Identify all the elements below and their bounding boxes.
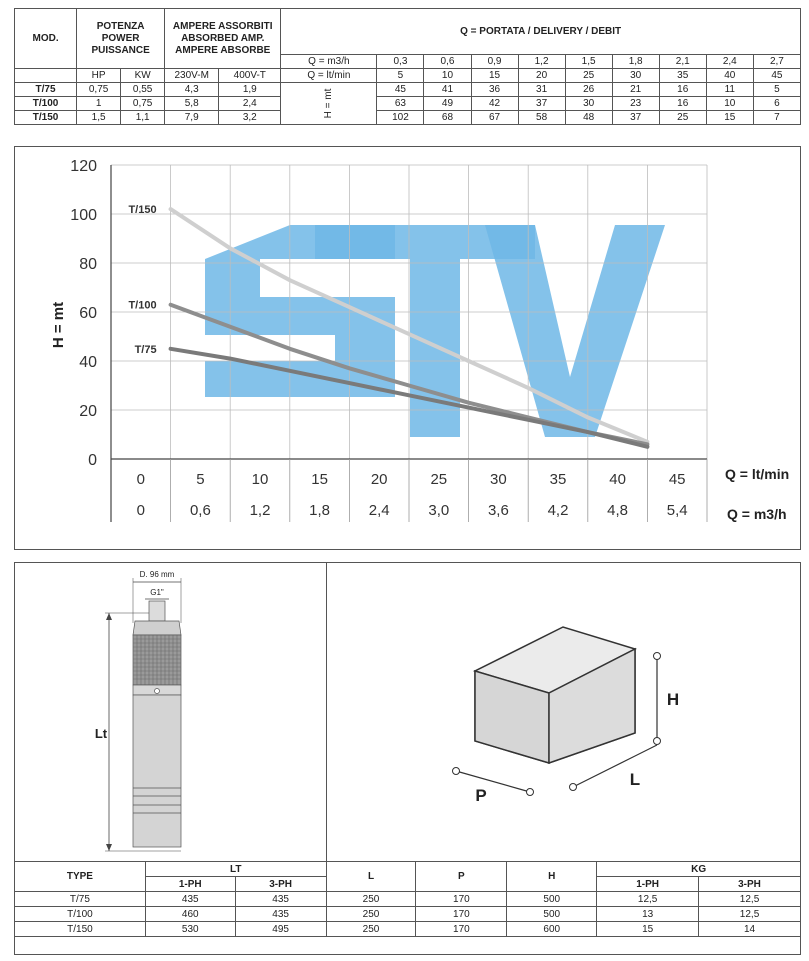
outlet-fitting bbox=[149, 601, 165, 621]
length-dimension-line bbox=[573, 745, 657, 787]
head-cell: 102 bbox=[377, 111, 424, 125]
depth-dimension-line bbox=[456, 771, 530, 792]
series-label: T/100 bbox=[128, 299, 157, 312]
l-cell: 250 bbox=[326, 922, 416, 937]
h-cell: 500 bbox=[507, 907, 597, 922]
head-cell: 10 bbox=[706, 97, 753, 111]
head-cell: 16 bbox=[659, 97, 706, 111]
height-dimension-start bbox=[654, 653, 661, 660]
q-ltmin-label: Q = lt/min bbox=[281, 69, 377, 83]
lt3-cell: 435 bbox=[235, 892, 326, 907]
q-ltmin-cell: 40 bbox=[706, 69, 753, 83]
head-cell: 16 bbox=[659, 83, 706, 97]
x-tick-label-ltmin: 40 bbox=[609, 471, 626, 488]
head-cell: 68 bbox=[424, 111, 471, 125]
table-row bbox=[15, 892, 801, 907]
a230-cell: 4,3 bbox=[165, 83, 219, 97]
depth-dimension-start bbox=[453, 768, 460, 775]
q-ltmin-cell: 25 bbox=[565, 69, 612, 83]
q-m3h-cell: 1,5 bbox=[565, 55, 612, 69]
kg3-cell: 12,5 bbox=[699, 892, 801, 907]
hp-cell: 0,75 bbox=[77, 83, 121, 97]
unit-hp: HP bbox=[77, 69, 121, 83]
x-tick-label-m3h: 0 bbox=[136, 502, 145, 519]
y-tick-label: 0 bbox=[88, 452, 97, 469]
l-cell: 250 bbox=[326, 892, 416, 907]
head-label-cell bbox=[281, 83, 377, 125]
model-cell: T/150 bbox=[15, 111, 77, 125]
head-cell: 36 bbox=[471, 83, 518, 97]
kw-cell: 0,75 bbox=[121, 97, 165, 111]
length-label: L bbox=[629, 770, 641, 789]
model-cell: T/75 bbox=[15, 83, 77, 97]
q-m3h-cell: 2,4 bbox=[706, 55, 753, 69]
x-tick-label-ltmin: 30 bbox=[490, 471, 507, 488]
lt1-cell: 435 bbox=[145, 892, 235, 907]
x-axis-label-ltmin: Q = lt/min bbox=[725, 466, 790, 482]
l-cell: 250 bbox=[326, 907, 416, 922]
kg3-cell: 14 bbox=[699, 922, 801, 937]
lt-3ph-header: 3-PH bbox=[235, 877, 326, 892]
head-cell: 67 bbox=[471, 111, 518, 125]
packaging-box-drawing bbox=[327, 563, 801, 861]
head-cell: 15 bbox=[706, 111, 753, 125]
kg1-cell: 13 bbox=[597, 907, 699, 922]
x-tick-label-ltmin: 45 bbox=[668, 471, 686, 488]
series-label: T/75 bbox=[134, 343, 157, 356]
dimensions-table bbox=[14, 861, 801, 937]
p-cell: 170 bbox=[416, 922, 507, 937]
head-cell: 48 bbox=[565, 111, 612, 125]
head-cell: 30 bbox=[565, 97, 612, 111]
q-m3h-label: Q = m3/h bbox=[281, 55, 377, 69]
unit-230v: 230V-M bbox=[165, 69, 219, 83]
q-ltmin-cell: 35 bbox=[659, 69, 706, 83]
kg1-cell: 12,5 bbox=[597, 892, 699, 907]
x-tick-label-m3h: 3,6 bbox=[487, 502, 509, 519]
lt3-cell: 495 bbox=[235, 922, 326, 937]
unit-400v: 400V-T bbox=[219, 69, 281, 83]
q-ltmin-cell: 5 bbox=[377, 69, 424, 83]
head-cell: 7 bbox=[753, 111, 800, 125]
type-header: TYPE bbox=[15, 862, 146, 892]
x-tick-label-ltmin: 0 bbox=[136, 471, 145, 488]
kg1-cell: 15 bbox=[597, 922, 699, 937]
kg-header: KG bbox=[597, 862, 801, 877]
x-tick-label-m3h: 4,8 bbox=[607, 502, 629, 519]
q-ltmin-cell: 45 bbox=[753, 69, 800, 83]
thread-label: G1" bbox=[150, 588, 164, 597]
q-m3h-cell: 2,1 bbox=[659, 55, 706, 69]
depth-dimension-end bbox=[527, 789, 534, 796]
table-row bbox=[15, 907, 801, 922]
q-ltmin-cell: 10 bbox=[424, 69, 471, 83]
watermark-letter-v bbox=[485, 225, 665, 437]
head-cell: 41 bbox=[424, 83, 471, 97]
height-label: H bbox=[666, 690, 680, 709]
performance-chart bbox=[14, 146, 801, 550]
arrow-up-icon bbox=[106, 613, 112, 620]
x-tick-label-m3h: 5,4 bbox=[666, 502, 688, 519]
q-ltmin-cell: 15 bbox=[471, 69, 518, 83]
y-tick-label: 40 bbox=[79, 354, 97, 371]
performance-table bbox=[14, 8, 801, 125]
head-cell: 5 bbox=[753, 83, 800, 97]
depth-label: P bbox=[475, 786, 487, 805]
y-tick-label: 120 bbox=[70, 158, 97, 175]
kg3-cell: 12,5 bbox=[699, 907, 801, 922]
head-cell: 23 bbox=[612, 97, 659, 111]
lt1-cell: 460 bbox=[145, 907, 235, 922]
lt-1ph-header: 1-PH bbox=[145, 877, 235, 892]
head-cell: 26 bbox=[565, 83, 612, 97]
h-header: H bbox=[507, 862, 597, 892]
dimensions-panel bbox=[14, 562, 801, 955]
y-tick-label: 60 bbox=[79, 305, 97, 322]
a230-cell: 5,8 bbox=[165, 97, 219, 111]
kg-3ph-header: 3-PH bbox=[699, 877, 801, 892]
lt3-cell: 435 bbox=[235, 907, 326, 922]
a400-cell: 3,2 bbox=[219, 111, 281, 125]
head-label: H = mt bbox=[323, 88, 335, 119]
p-header: P bbox=[416, 862, 507, 892]
height-dimension-end bbox=[654, 738, 661, 745]
type-cell: T/100 bbox=[15, 907, 146, 922]
x-tick-label-ltmin: 5 bbox=[196, 471, 205, 488]
x-tick-label-m3h: 0,6 bbox=[189, 502, 211, 519]
y-tick-label: 100 bbox=[70, 207, 97, 224]
motor-body bbox=[133, 695, 181, 847]
h-cell: 600 bbox=[507, 922, 597, 937]
x-tick-label-m3h: 2,4 bbox=[368, 502, 390, 519]
hp-cell: 1 bbox=[77, 97, 121, 111]
length-label: Lt bbox=[94, 726, 108, 741]
a400-cell: 1,9 bbox=[219, 83, 281, 97]
head-cell: 63 bbox=[377, 97, 424, 111]
pump-head bbox=[133, 621, 181, 635]
x-tick-label-ltmin: 15 bbox=[311, 471, 328, 488]
head-cell: 45 bbox=[377, 83, 424, 97]
arrow-down-icon bbox=[106, 844, 112, 851]
x-tick-label-m3h: 4,2 bbox=[547, 502, 569, 519]
a400-cell: 2,4 bbox=[219, 97, 281, 111]
y-tick-label: 20 bbox=[79, 403, 97, 420]
blank-cell bbox=[15, 69, 77, 83]
head-cell: 37 bbox=[518, 97, 565, 111]
x-tick-label-ltmin: 25 bbox=[430, 471, 448, 488]
x-tick-label-ltmin: 35 bbox=[549, 471, 567, 488]
q-ltmin-cell: 20 bbox=[518, 69, 565, 83]
mod-header: MOD. bbox=[15, 9, 77, 69]
ampere-header: AMPERE ASSORBITI ABSORBED AMP. AMPERE ABSORBE bbox=[165, 9, 281, 69]
x-tick-label-m3h: 3,0 bbox=[428, 502, 450, 519]
kw-cell: 1,1 bbox=[121, 111, 165, 125]
head-cell: 31 bbox=[518, 83, 565, 97]
q-m3h-cell: 0,6 bbox=[424, 55, 471, 69]
unit-kw: KW bbox=[121, 69, 165, 83]
screw-hole bbox=[155, 689, 160, 694]
head-cell: 49 bbox=[424, 97, 471, 111]
p-cell: 170 bbox=[416, 892, 507, 907]
flow-header: Q = PORTATA / DELIVERY / DEBIT bbox=[281, 9, 801, 55]
q-m3h-cell: 1,8 bbox=[612, 55, 659, 69]
table-row bbox=[15, 97, 801, 111]
y-axis-label: H = mt bbox=[50, 301, 67, 349]
hp-cell: 1,5 bbox=[77, 111, 121, 125]
series-label: T/150 bbox=[128, 204, 157, 217]
x-axis-label-m3h: Q = m3/h bbox=[727, 506, 787, 522]
model-cell: T/100 bbox=[15, 97, 77, 111]
x-tick-label-m3h: 1,8 bbox=[309, 502, 331, 519]
kw-cell: 0,55 bbox=[121, 83, 165, 97]
chart-svg bbox=[15, 147, 800, 549]
diameter-label: D. 96 mm bbox=[139, 570, 175, 579]
head-cell: 11 bbox=[706, 83, 753, 97]
table-row bbox=[15, 83, 801, 97]
q-m3h-cell: 0,9 bbox=[471, 55, 518, 69]
head-cell: 6 bbox=[753, 97, 800, 111]
head-cell: 58 bbox=[518, 111, 565, 125]
type-cell: T/75 bbox=[15, 892, 146, 907]
table-row bbox=[15, 111, 801, 125]
x-tick-label-ltmin: 10 bbox=[251, 471, 269, 488]
q-m3h-cell: 0,3 bbox=[377, 55, 424, 69]
head-cell: 42 bbox=[471, 97, 518, 111]
q-m3h-cell: 1,2 bbox=[518, 55, 565, 69]
length-dimension-start bbox=[570, 784, 577, 791]
p-cell: 170 bbox=[416, 907, 507, 922]
head-cell: 37 bbox=[612, 111, 659, 125]
a230-cell: 7,9 bbox=[165, 111, 219, 125]
lt-header: LT bbox=[145, 862, 326, 877]
power-header: POTENZA POWER PUISSANCE bbox=[77, 9, 165, 69]
type-cell: T/150 bbox=[15, 922, 146, 937]
q-m3h-cell: 2,7 bbox=[753, 55, 800, 69]
x-tick-label-m3h: 1,2 bbox=[249, 502, 271, 519]
table-row bbox=[15, 922, 801, 937]
lt1-cell: 530 bbox=[145, 922, 235, 937]
y-tick-label: 80 bbox=[79, 256, 97, 273]
h-cell: 500 bbox=[507, 892, 597, 907]
pump-drawing bbox=[15, 563, 326, 861]
q-ltmin-cell: 30 bbox=[612, 69, 659, 83]
kg-1ph-header: 1-PH bbox=[597, 877, 699, 892]
l-header: L bbox=[326, 862, 416, 892]
head-cell: 25 bbox=[659, 111, 706, 125]
x-tick-label-ltmin: 20 bbox=[370, 471, 388, 488]
watermark-logo bbox=[205, 225, 665, 437]
head-cell: 21 bbox=[612, 83, 659, 97]
